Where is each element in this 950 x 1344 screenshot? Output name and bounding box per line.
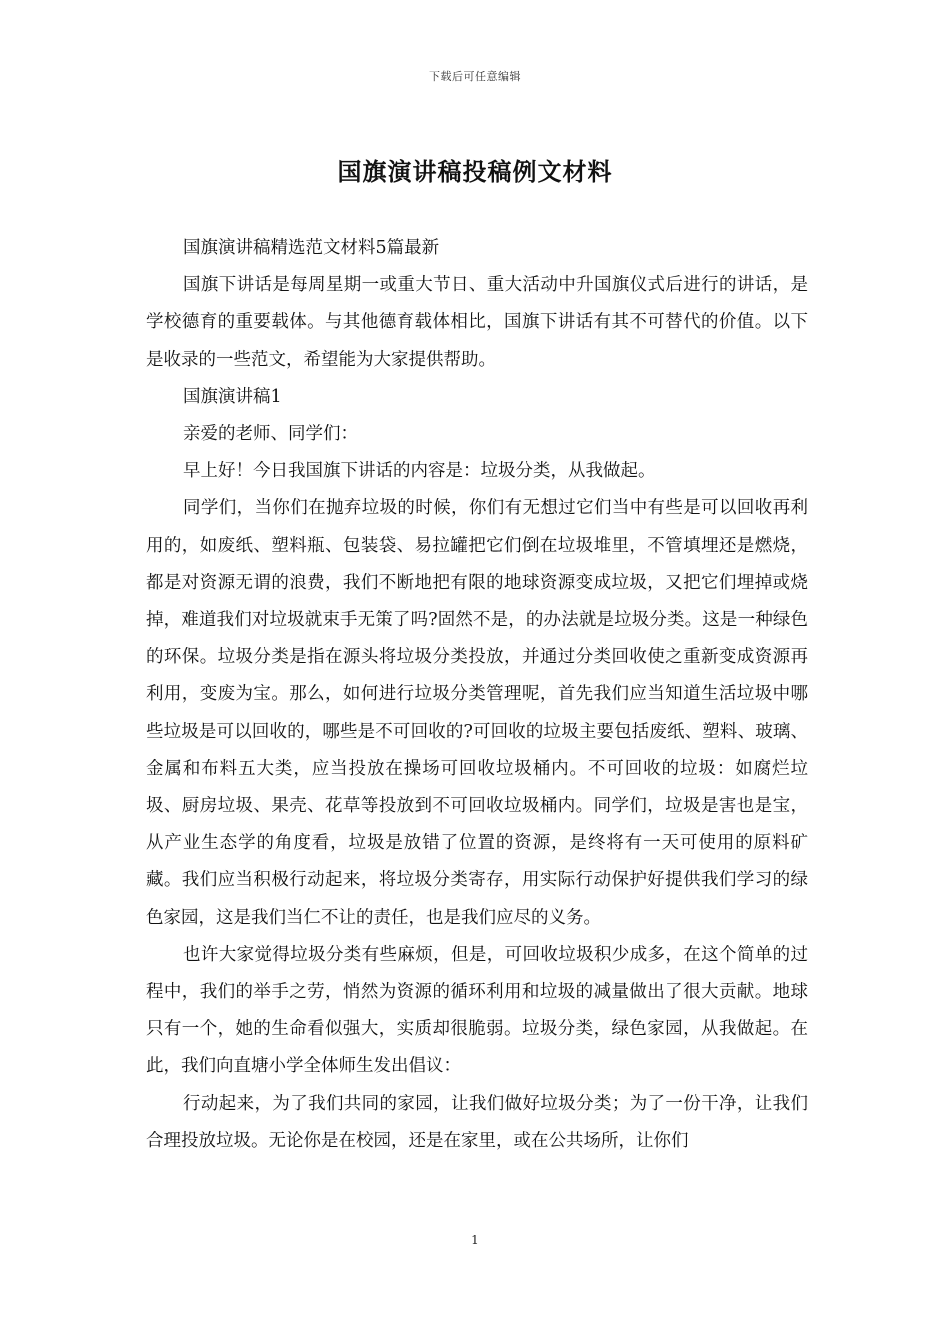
paragraph-topic: 早上好！今日我国旗下讲话的内容是：垃圾分类，从我做起。 <box>183 461 656 482</box>
paragraph-speech-heading: 国旗演讲稿1 <box>183 386 282 407</box>
paragraph-body-3: 行动起来，为了我们共同的家园，让我们做好垃圾分类；为了一份干净，让我们合理投放垃圾。无论你是在校园，还是在家里，或在公共场所，让你们 <box>146 1093 808 1151</box>
paragraph-intro: 国旗下讲话是每周星期一或重大节日、重大活动中升国旗仪式后进行的讲话，是学校德育的重要载体。与其他德育载体相比，国旗下讲话有其不可替代的价值。以下是收录的一些范文，希望能为大家提供帮助。 <box>146 275 808 370</box>
page-header: 下载后可任意编辑 <box>429 70 521 83</box>
document-body <box>146 230 808 1160</box>
paragraph-body-2: 也许大家觉得垃圾分类有些麻烦，但是，可回收垃圾积少成多，在这个简单的过程中，我们的举手之劳，悄然为资源的循环利用和垃圾的减量做出了很大贡献。地球只有一个，她的生命看似强大，实质却很脆弱。垃圾分类，绿色家园，从我做起。在此，我们向直塘小学全体师生发出倡议： <box>146 944 808 1077</box>
page-number: 1 <box>471 1233 479 1247</box>
paragraph-subtitle: 国旗演讲稿精选范文材料5篇最新 <box>183 238 440 258</box>
paragraph-greeting: 亲爱的老师、同学们： <box>183 424 358 445</box>
document-title: 国旗演讲稿投稿例文材料 <box>337 157 613 186</box>
paragraph-body-1: 同学们，当你们在抛弃垃圾的时候，你们有无想过它们当中有些是可以回收再利用的，如废纸、塑料瓶、包装袋、易拉罐把它们倒在垃圾堆里，不管填埋还是燃烧，都是对资源无谓的浪费，我们不断地把有限的地球资源变成垃圾，又把它们埋掉或烧掉，难道我们对垃圾就束手无策了吗?固然不是，的办法就是垃圾分类。这是一种绿色的环保。垃圾分类是指在源头将垃圾分类投放，并通过分类回收使之重新变成资源再利用，变废为宝。那么，如何进行垃圾分类管理呢，首先我们应当知道生活垃圾中哪些垃圾是可以回收的，哪些是不可回收的?可回收的垃圾主要包括废纸、塑料、玻璃、金属和布料五大类，应当投放在操场可回收垃圾桶内。不可回收的垃圾：如腐烂垃圾、厨房垃圾、果壳、花草等投放到不可回收垃圾桶内。同学们，垃圾是害也是宝，从产业生态学的角度看，垃圾是放错了位置的资源，是终将有一天可使用的原料矿藏。我们应当积极行动起来，将垃圾分类寄存，用实际行动保护好提供我们学习的绿色家园，这是我们当仁不让的责任，也是我们应尽的义务。 <box>146 498 808 928</box>
